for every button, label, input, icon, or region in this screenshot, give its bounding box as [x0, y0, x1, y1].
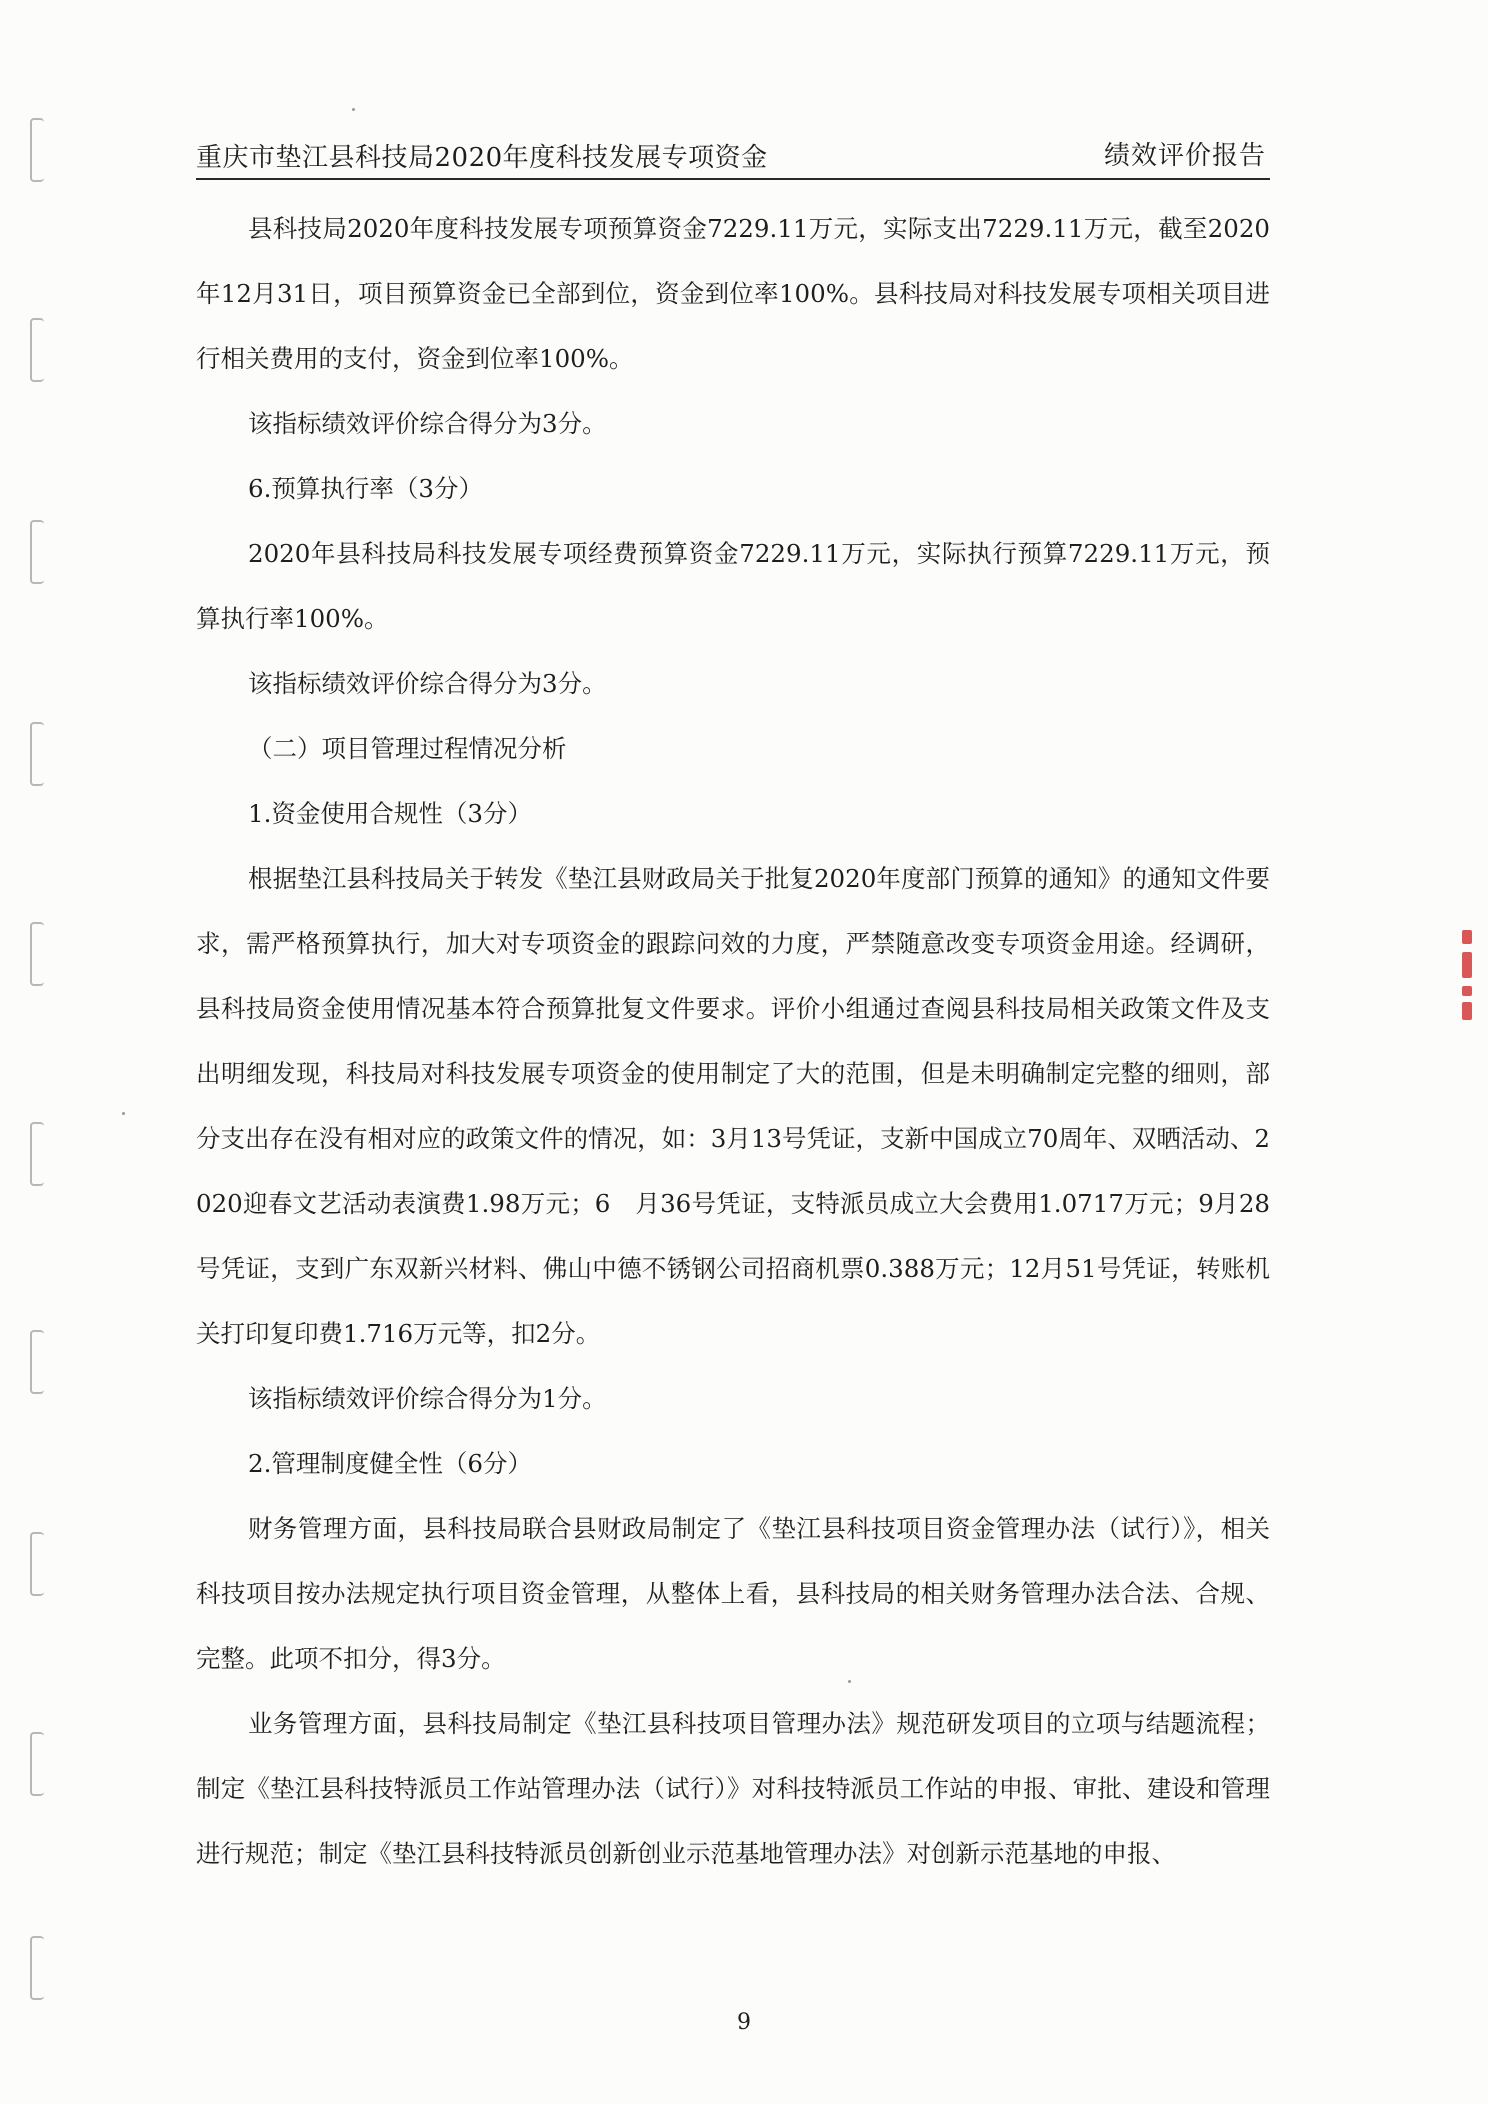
section-heading: 6.预算执行率（3分） [248, 474, 483, 503]
seal-fragment [1462, 930, 1476, 1020]
paragraph: 业务管理方面，县科技局制定《垫江县科技项目管理办法》规范研发项目的立项与结题流程；制定《垫江县科技特派员工作站管理办法（试行）》对科技特派员工作站的申报、审批、建设和管理进行规范；制定《垫江县科技特派员创新创业示范基地管理办法》对创新示范基地的申报、 [196, 1709, 1270, 1868]
binding-mark [30, 1936, 44, 2000]
paragraph: 县科技局2020年度科技发展专项预算资金7229.11万元，实际支出7229.11万元，截至2020年12月31日，项目预算资金已全部到位，资金到位率100%。县科技局对科技发展专项相关项目进行相关费用的支付，资金到位率100%。 [196, 214, 1270, 373]
page-header [196, 138, 1270, 180]
body-text [196, 196, 1270, 1886]
paragraph: 该指标绩效评价综合得分为3分。 [248, 669, 607, 698]
paragraph: 该指标绩效评价综合得分为3分。 [248, 409, 607, 438]
binding-mark [30, 520, 44, 584]
binding-mark [30, 118, 44, 182]
header-title: 重庆市垫江县科技局2020年度科技发展专项资金 [196, 143, 768, 173]
section-heading: 2.管理制度健全性（6分） [248, 1449, 532, 1478]
binding-mark [30, 1122, 44, 1186]
paragraph: 财务管理方面，县科技局联合县财政局制定了《垫江县科技项目资金管理办法（试行）》，相关科技项目按办法规定执行项目资金管理，从整体上看，县科技局的相关财务管理办法合法、合规、完整。此项不扣分，得3分。 [196, 1514, 1270, 1673]
page-number: 9 [737, 2010, 751, 2035]
paragraph: 2020年县科技局科技发展专项经费预算资金7229.11万元，实际执行预算7229.11万元，预算执行率100%。 [196, 539, 1270, 633]
binding-mark [30, 1330, 44, 1394]
binding-mark [30, 922, 44, 986]
binding-mark [30, 1532, 44, 1596]
paragraph: 该指标绩效评价综合得分为1分。 [248, 1384, 607, 1413]
section-heading: （二）项目管理过程情况分析 [248, 734, 567, 763]
paragraph: 根据垫江县科技局关于转发《垫江县财政局关于批复2020年度部门预算的通知》的通知文件要求，需严格预算执行，加大对专项资金的跟踪问效的力度，严禁随意改变专项资金用途。经调研，县科技局资金使用情况基本符合预算批复文件要求。评价小组通过查阅县科技局相关政策文件及支出明细发现，科技局对科技发展专项资金的使用制定了大的范围，但是未明确制定完整的细则，部分支出存在没有相对应的政策文件的情况，如：3月13号凭证，支新中国成立70周年、双晒活动、2020迎春文艺活动表演费1.98万元；6 月36号凭证，支特派员成立大会费用1.0717万元；9月28号凭证，支到广东双新兴材料、佛山中德不锈钢公司招商机票0.388万元；12月51号凭证，转账机关打印复印费1.716万元等，扣2分。 [196, 864, 1270, 1348]
binding-mark [30, 1732, 44, 1796]
section-heading: 1.资金使用合规性（3分） [248, 799, 532, 828]
scan-speck [352, 108, 355, 111]
binding-mark [30, 722, 44, 786]
header-report-type: 绩效评价报告 [1103, 141, 1266, 171]
binding-mark [30, 318, 44, 382]
scan-speck [122, 1112, 125, 1115]
